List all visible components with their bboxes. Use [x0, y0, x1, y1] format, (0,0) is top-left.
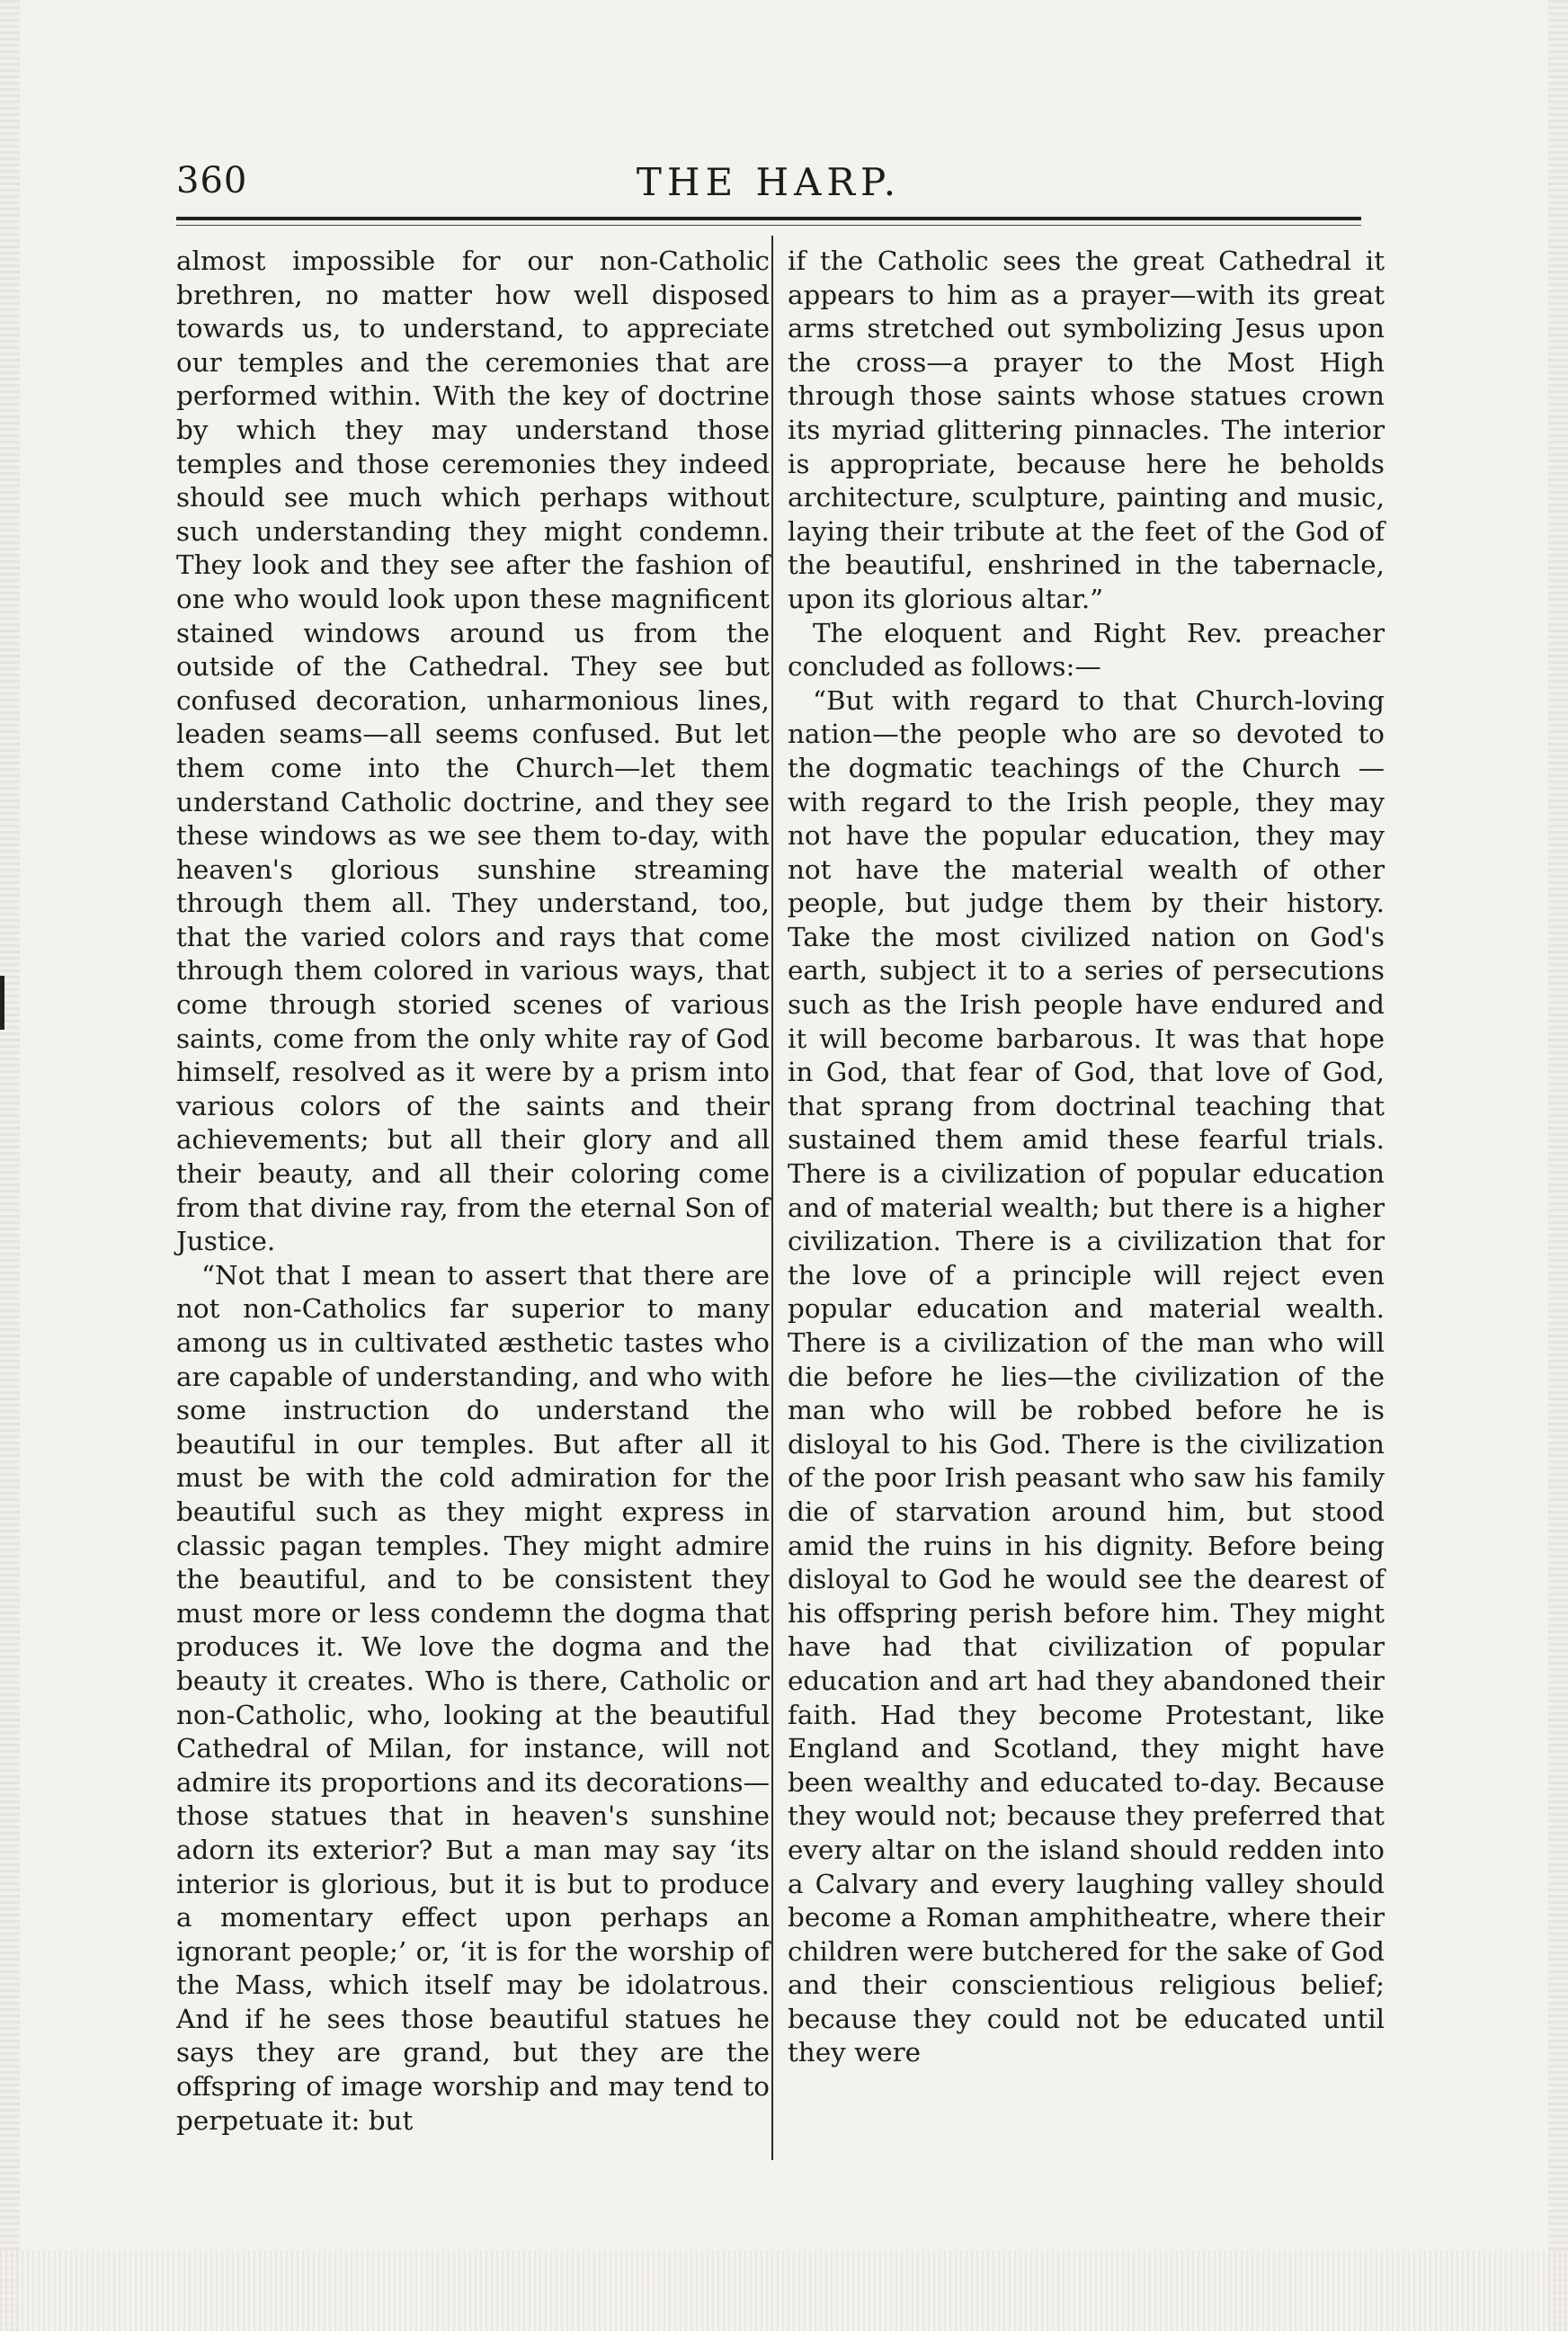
page-header — [176, 160, 1361, 214]
page-number: 360 — [176, 160, 248, 201]
running-title: THE HARP. — [636, 160, 902, 204]
paragraph: almost impossible for our non-Catholic brethren, no matter how well disposed towards us, to understand, to appreciate our temples and the ceremonies that are performed within. With the key of doctrine by which they may understand those temples and those ceremonies they indeed should see much which perhaps without such understanding they might condemn. They look and they see after the fashion of one who would look upon these magnificent stained windows around us from the outside of the Cathedral. They see but confused decoration, unharmonious lines, leaden seams—all seems confused. But let them come into the Church—let them understand Catholic doctrine, and they see these windows as we see them to-day, with heaven's glorious sunshine streaming through them all. They understand, too, that the varied colors and rays that come through them colored in various ways, that come through storied scenes of various saints, come from the only white ray of God himself, resolved as it were by a prism into various colors of the saints and their achievements; but all their glory and all their beauty, and all their coloring come from that divine ray, from the eternal Son of Justice. — [176, 246, 770, 1257]
bottom-scan-noise — [0, 2250, 1568, 2331]
column-divider — [771, 236, 773, 2160]
paragraph: “Not that I mean to assert that there are not non-Catholics far superior to many among us in cultivated æsthetic tastes who are capable of understanding, and who with some instruction do understand the beautiful in our temples. But after all it must be with the cold admiration for the beautiful such as they might express in classic pagan temples. They might admire the beautiful, and to be consistent they must more or less condemn the dogma that produces it. We love the dogma and the beauty it creates. Who is there, Catholic or non-Catholic, who, looking at the beautiful Cathedral of Milan, for instance, will not admire its proportions and its decorations—those statues that in heaven's sunshine adorn its exterior? But a man may say ‘its interior is glorious, but it is but to produce a momentary effect upon perhaps an ignorant people;’ or, ‘it is for the worship of the Mass, which itself may be idolatrous. And if he sees those beautiful statues he says they are grand, but they are the offspring of image worship and may tend to perpetuate it: but — [176, 1259, 770, 2136]
right-column — [788, 245, 1385, 2070]
paragraph: “But with regard to that Church-loving nation—the people who are so devoted to the dogmatic teachings of the Church —with regard to the Irish people, they may not have the popular education, they may not have the material wealth of other people, but judge them by their history. Take the most civilized nation on God's earth, subject it to a series of persecutions such as the Irish people have endured and it will become barbarous. It was that hope in God, that fear of God, that love of God, that sprang from doctrinal teaching that sustained them amid these fearful trials. There is a civilization of popular education and of material wealth; but there is a higher civilization. There is a civilization that for the love of a principle will reject even popular education and material wealth. There is a civilization of the man who will die before he lies—the civilization of the man who will be robbed before he is disloyal to his God. There is the civilization of the poor Irish peasant who saw his family die of starvation around him, but stood amid the ruins in his dignity. Before being disloyal to God he would see the dearest of his offspring perish before him. They might have had that civilization of popular education and art had they abandoned their faith. Had they become Protestant, like England and Scotland, they might have been wealthy and educated to-day. Because they would not; because they preferred that every altar on the island should redden into a Calvary and every laughing valley should become a Roman amphitheatre, where their children were butchered for the sake of God and their conscientious religious belief; because they could not be educated until they were — [788, 684, 1385, 2068]
left-column — [176, 245, 770, 2138]
left-edge-scan-noise — [0, 0, 20, 2331]
margin-ink-mark — [0, 976, 4, 1030]
right-edge-scan-noise — [1548, 0, 1568, 2331]
paragraph: if the Catholic sees the great Cathedral it appears to him as a prayer—with its great arms stretched out symbolizing Jesus upon the cross—a prayer to the Most High through those saints whose statues crown its myriad glittering pinnacles. The interior is appropriate, because here he beholds architecture, sculpture, painting and music, laying their tribute at the feet of the God of the beautiful, enshrined in the tabernacle, upon its glorious altar.” — [788, 246, 1385, 614]
paragraph: The eloquent and Right Rev. preacher concluded as follows:— — [788, 617, 1385, 683]
header-rule-thin — [176, 225, 1361, 226]
header-rule-thick — [176, 217, 1361, 220]
